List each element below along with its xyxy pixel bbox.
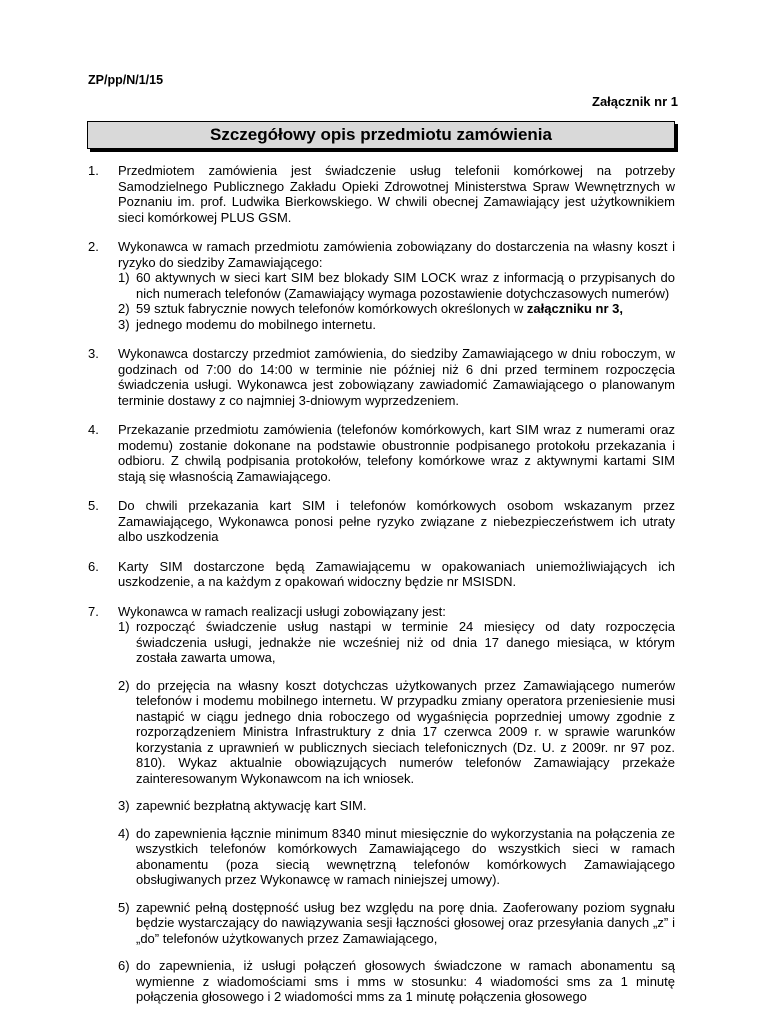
title-box [87,121,675,149]
sub-item [118,798,675,814]
sub-list [118,619,675,1005]
item-number: 6. [88,558,99,574]
list-item [88,422,675,484]
sub-item-number: 5) [118,899,130,915]
list-item [88,163,675,225]
sub-item-number: 2) [118,677,130,693]
sub-item-text: 60 aktywnych w sieci kart SIM bez blokady SIM LOCK wraz z informacją o przypisanych do nich numerach telefonów (Zamawiający wymaga pozostawienie dotychczasowych numerów) [136,270,675,301]
sub-item-text: do przejęcia na własny koszt dotychczas użytkowanych przez Zamawiającego numerów telefonów i modemu mobilnego internetu. W przypadku zmiany operatora przeniesienie musi nastąpić w ciągu jednego dnia roboczego od wygaśnięcia poprzedniej umowy zgodnie z rozporządzeniem Ministra Infrastruktury z dnia 17 czerwca 2009 r. w sprawie warunków korzystania z uprawnień w publicznych sieciach telefonicznych (Dz. U. z 2009r. nr 97 poz. 810). Wykaz aktualnie obowiązujących numerów telefonów Zamawiający przekaże zainteresowanym Wykonawcom na ich wniosek. [136,677,675,786]
item-text: Przedmiotem zamówienia jest świadczenie usług telefonii komórkowej na potrzeby Samodzielnego Publicznego Zakładu Opieki Zdrowotnej Ministerstwa Spraw Wewnętrznych w Poznaniu im. prof. Ludwika Bierkowskiego. W chwili obecnej Zamawiający jest użytkownikiem sieci komórkowej PLUS GSM. [118,163,675,225]
sub-item-number: 4) [118,825,130,841]
sub-item [118,678,675,787]
attachment-label: Załącznik nr 1 [592,94,678,109]
sub-item [118,317,675,333]
sub-item-number: 2) [118,301,130,316]
item-text: Wykonawca dostarczy przedmiot zamówienia, do siedziby Zamawiającego w dniu roboczym, w godzinach od 7:00 do 14:00 w terminie nie później niż 6 dni przed terminem rozpoczęcia świadczenia usługi. Wykonawca jest zobowiązany zawiadomić Zamawiającego o planowanym terminie dostawy z co najmniej 3-dniowym wyprzedzeniem. [118,346,675,408]
sub-item [118,900,675,947]
item-number: 4. [88,422,99,437]
item-number: 3. [88,346,99,361]
list-item [88,559,675,590]
list-item [88,498,675,545]
page-title: Szczegółowy opis przedmiotu zamówienia [210,125,552,144]
sub-item [118,270,675,301]
sub-item-text: do zapewnienia, iż usługi połączeń głosowych świadczone w ramach abonamentu są wymienne z wiadomościami sms i mms w stosunku: 4 wiadomości sms za 1 minutę połączenia głosowego i 2 wiadomości mms za 1 minutę połączenia głosowego [136,958,675,1004]
sub-item-number: 1) [118,270,130,285]
attachment-reference: załączniku nr 3, [526,301,623,316]
sub-item-text: jednego modemu do mobilnego internetu. [136,316,376,332]
sub-item-text: zapewnić bezpłatną aktywację kart SIM. [136,798,367,813]
sub-item-text: zapewnić pełną dostępność usług bez względu na porę dnia. Zaoferowany poziom sygnału będzie wystarczający do nawiązywania sesji łączności głosowej oraz przesyłania danych „z” i „do” telefonów użytkowanych przez Zamawiającego, [136,899,675,946]
sub-item [118,619,675,666]
sub-item [118,301,675,317]
sub-item [118,826,675,888]
list-item [88,604,675,1005]
sub-item-number: 1) [118,619,130,634]
item-number: 7. [88,603,99,619]
item-text: Karty SIM dostarczone będą Zamawiającemu w opakowaniach uniemożliwiających ich uszkodzenie, a na każdym z opakowań widoczny będzie nr MSISDN. [118,558,675,589]
item-text: Do chwili przekazania kart SIM i telefonów komórkowych osobom wskazanym przez Zamawiającego, Wykonawca ponosi pełne ryzyko związane z niebezpieczeństwem ich utraty albo uszkodzenia [118,498,675,544]
sub-item [118,958,675,1005]
sub-item-text: do zapewnienia łącznie minimum 8340 minut miesięcznie do wykorzystania na połączenia ze wszystkich telefonów komórkowych Zamawiającego do wszystkich sieci w ramach abonamentu (poza siecią wewnętrzną telefonów komórkowych Zamawiającego obsługiwanych przez Wykonawcę w ramach niniejszej umowy). [136,825,675,887]
item-number: 5. [88,498,99,513]
item-text: Wykonawca w ramach przedmiotu zamówienia zobowiązany do dostarczenia na własny koszt i ryzyko do siedziby Zamawiającego: [118,239,675,270]
item-number: 2. [88,239,99,254]
sub-list [118,270,675,332]
sub-item-number: 3) [118,316,130,332]
list-item [88,239,675,332]
sub-item-number: 3) [118,798,130,813]
sub-item-text: 59 sztuk fabrycznie nowych telefonów komórkowych określonych w [136,301,527,316]
item-number: 1. [88,163,99,178]
document-reference: ZP/pp/N/1/15 [88,73,164,87]
sub-item-number: 6) [118,958,130,973]
item-text: Wykonawca w ramach realizacji usługi zobowiązany jest: [118,603,446,619]
sub-item-text: rozpocząć świadczenie usług nastąpi w terminie 24 miesięcy od daty rozpoczęcia świadczenia usługi, jednakże nie wcześniej niż od dnia 17 danego miesiąca, w którym została zawarta umowa, [136,619,675,665]
document-body [88,163,675,1019]
list-item [88,346,675,408]
item-text: Przekazanie przedmiotu zamówienia (telefonów komórkowych, kart SIM wraz z numerami oraz modemu) zostanie dokonane na podstawie obustronnie podpisanego protokołu przekazania i odbioru. Z chwilą podpisania protokołów, telefony komórkowe wraz z aktywnymi kartami SIM stają się własnością Zamawiającego. [118,422,675,484]
